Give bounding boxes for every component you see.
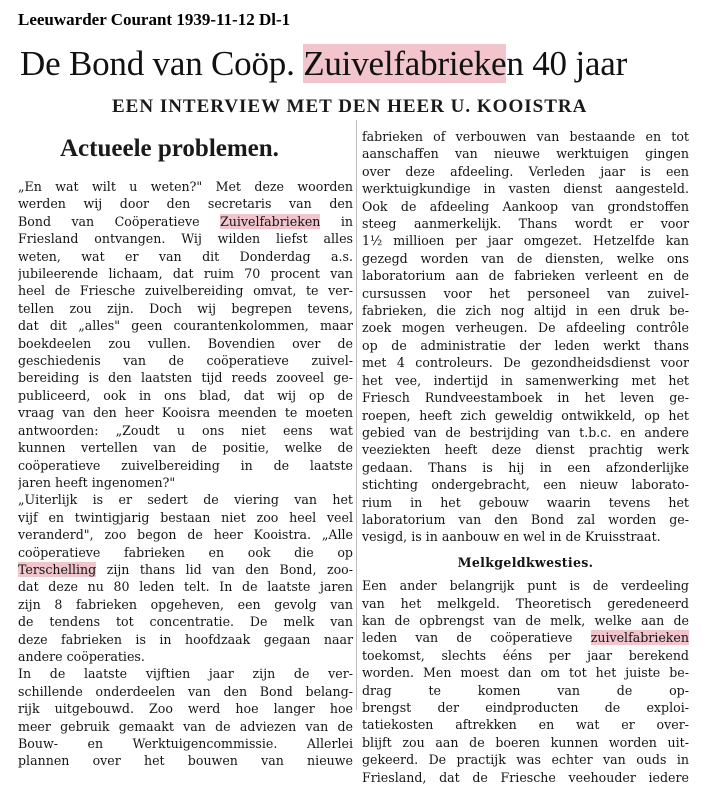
subheadline: EEN INTERVIEW MET DEN HEER U. KOOISTRA [112,96,588,117]
text-line-segment: plannen over het bouwen van nieuwe [18,753,353,769]
text-line-segment: Friesland, dat de Friesche veehouder iedere [362,769,689,785]
text-line [362,424,689,441]
text-line-segment: tatiekosten aftrekken en wat er over- [362,717,689,733]
text-line-segment: fabrieken, die zich nog altijd in een druk be- [362,303,689,319]
text-line [362,302,689,319]
text-line-segment: deze fabrieken is in hoofdzaak gegaan naar [18,631,353,647]
text-line-segment: over deze afdeeling. Verleden jaar is een [362,163,689,179]
text-line [18,561,353,578]
text-line [362,511,689,528]
text-line [362,528,689,545]
text-line-segment: In de laatste vijftien jaar zijn de ver- [18,666,353,682]
text-line-segment: veeziekten heeft deze dienst prachtig werk [362,442,689,458]
text-line-segment: meer gebruik gemaakt van de adviezen van de [18,718,353,734]
text-line [362,595,689,612]
text-line-segment: boekdeelen zou vullen. Bovendien over de [18,335,353,351]
text-line [18,613,353,630]
text-line-segment: bereiding is den laatsten tijd reeds zooveel ge- [18,370,353,386]
text-line-segment: fabrieken of verbouwen van bestaande en tot [362,129,689,144]
text-line-segment: laboratorium van den Bond zal worden ge- [362,511,689,527]
text-line-segment: aanschaffen van nieuwe werktuigen gingen [362,146,689,162]
text-line-segment: antwoorden: „Zoudt u ons niet eens wat [18,422,353,438]
text-line [362,577,689,594]
text-line [362,476,689,493]
text-line [362,612,689,629]
headline-highlight: Zuivelfabrieke [303,44,507,83]
text-line-segment: in [320,213,353,229]
text-line-segment: roepen, heeft zich geweldig ontwikkeld, op het [362,407,689,423]
text-line [18,665,353,682]
highlighted-term: zuivelfabrieken [590,630,689,646]
text-line [362,699,689,716]
text-line-segment: op de administratie der leden werkt thans [362,337,689,353]
text-line-segment: vijf en twintigjarig bestaan niet zoo heel veel [18,509,353,525]
text-line-segment: heel de Friesche zuivelbereiding omvat, te ver- [18,283,353,299]
text-line [18,265,353,282]
column-divider [356,120,357,710]
headline-text-after: n 40 jaar [506,44,628,83]
text-line-segment: coöperatieve fabrieken en ook die op [18,544,353,560]
text-line [18,300,353,317]
right-column-part-a [362,128,689,546]
text-line-segment: „Uiterlijk is er sedert de viering van het [18,492,353,508]
text-line-segment: steeg aanmerkelijk. Thans wordt er voor [362,216,689,232]
text-line [18,526,353,543]
text-line [362,751,689,768]
text-line-segment: zijn thans lid van den Bond, zoo- [96,561,353,577]
text-line [362,459,689,476]
section-title: Actueele problemen. [60,135,279,162]
text-line-segment: vesigd, is in aanbouw en wel in de Kruisstraat. [362,529,661,545]
text-line [362,664,689,681]
text-line-segment: werden wij door den secretaris van den [18,196,353,212]
text-line-segment: schillende onderdeelen van den Bond belang- [18,683,353,699]
text-line [362,629,689,646]
text-line [362,716,689,733]
text-line [362,647,689,664]
text-line [18,544,353,561]
text-line-segment: vraag van den heer Kooisra meenden te moeten [18,405,353,421]
text-line-segment: leden van de coöperatieve [362,630,591,646]
text-line-segment: werktuigkundige in vasten dienst aangesteld. [362,181,689,197]
text-line-segment: Friesch Rundveestamboek in het leven ge- [362,390,689,406]
text-line [362,180,689,197]
text-line-segment: kan de opbrengst van de melk, welke aan de [362,612,689,628]
text-line [362,267,689,284]
text-line [362,232,689,249]
text-line-segment: publiceerd, ook in ons blad, dat wij op de [18,387,353,403]
text-line [362,337,689,354]
text-line-segment: cursussen voor het personeel van zuivel- [362,285,689,301]
page-caption: Leeuwarder Courant 1939-11-12 Dl-1 [18,10,291,29]
text-line [362,128,689,145]
text-line-segment: kunnen vertellen van de positie, welke de [18,440,353,456]
text-line-segment: „En wat wilt u weten?" Met deze woorden [18,179,353,194]
text-line-segment: weten, wat er van dit Donderdag a.s. [18,248,353,264]
text-line [18,474,353,491]
text-line-segment: zijn 8 fabrieken opgeheven, een gevolg van [18,596,353,612]
text-line [18,335,353,352]
text-line [362,145,689,162]
headline-text-before: De Bond van Coöp. [20,44,304,83]
text-line [362,285,689,302]
text-line [18,457,353,474]
text-line [18,178,353,195]
text-line [362,354,689,371]
text-line [18,352,353,369]
right-article-column [362,128,689,786]
text-line [18,230,353,247]
text-line-segment: rijk uitgebouwd. Zoo werd hoe langer hoe [18,701,353,717]
text-line [362,769,689,786]
text-line-segment: Bond van Coöperatieve [18,213,220,229]
text-line-segment: coöperatieve zuivelbereiding in de laatste [18,457,353,473]
text-line-segment: 1½ millioen per jaar omgezet. Hetzelfde kan [362,233,689,249]
text-line [18,387,353,404]
text-line [18,422,353,439]
section-subtitle: Melkgeldkwesties. [457,554,594,570]
text-line-segment: blijft zou aan de boeren kunnen worden uit- [362,734,689,750]
text-line-segment: Friesland ontvangen. Wij wilden liefst alles [18,231,353,247]
text-line-segment: drag te komen van de op- [362,682,689,698]
text-line [362,441,689,458]
text-line-segment: dat dit „alles" geen courantenkolommen, maar [18,318,353,334]
text-line [18,195,353,212]
text-line [18,648,353,665]
text-line-segment: van het melkgeld. Theoretisch geredeneerd [362,595,689,611]
text-line-segment: jaren heeft ingenomen?" [18,474,176,490]
text-line [362,319,689,336]
text-line-segment: worden. Men moest dan om tot het juiste be- [362,665,689,681]
text-line [18,248,353,265]
text-line-segment: tellen zou zijn. Doch wij begrepen tevens, [18,300,353,316]
left-article-column [18,178,353,770]
text-line-segment: andere coöperaties. [18,648,145,664]
text-line-segment: dat deze nu 80 leden telt. In de laatste jaren [18,579,353,595]
text-line-segment: veranderd", zoo begon de heer Kooistra. „Alle [18,527,353,543]
text-line-segment: zoek mogen verheugen. De afdeeling contrôle [362,320,689,336]
text-line [362,372,689,389]
text-line [18,213,353,230]
text-line [18,509,353,526]
headline [20,44,690,84]
text-line [362,163,689,180]
text-line [18,369,353,386]
text-line-segment: laboratorium aan de fabrieken verleent en de [362,268,689,284]
text-line [362,682,689,699]
text-line-segment: het vee, indertijd in samenwerking met het [362,372,689,388]
text-line-segment: Ook de afdeeling Aankoop van grondstoffen [362,198,689,214]
text-line [18,631,353,648]
text-line-segment: brengst der eindproducten de exploi- [362,700,689,715]
text-line-segment: met 4 controleurs. De gezondheidsdienst voor [362,355,689,371]
text-line [18,700,353,717]
text-line-segment: gedaan. Thans is hij in een afzonderlijke [362,459,689,475]
text-line [18,404,353,421]
highlighted-term: Zuivelfabrieken [219,213,321,229]
highlighted-term: Terschelling [18,561,97,577]
text-line-segment: rium in het gebouw waarin tevens het [362,494,689,510]
text-line-segment: gebied van de bestrijding van t.b.c. en andere [362,424,689,440]
text-line [362,250,689,267]
text-line [18,439,353,456]
text-line-segment: stichting ondergebracht, een nieuw laborato- [362,477,689,493]
text-line-segment: jubileerende lichaam, dat ruim 70 procent van [18,266,353,282]
text-line [362,389,689,406]
text-line-segment: Bouw- en Werktuigencommissie. Allerlei [18,736,353,751]
text-line [362,734,689,751]
text-line-segment: gekeerd. De practijk was echter van ouds in [362,752,689,768]
text-line [18,317,353,334]
text-line [18,578,353,595]
text-line [18,735,353,752]
text-line [362,215,689,232]
text-line [18,491,353,508]
right-column-part-b [362,577,689,786]
text-line [362,407,689,424]
text-line-segment: Een ander belangrijk punt is de verdeeling [362,578,689,594]
text-line-segment: geschiedenis van de coöperatieve zuivel- [18,353,353,369]
text-line-segment: gezegd worden van de diensten, welke ons [362,250,689,266]
text-line [18,718,353,735]
text-line-segment: de tendens tot concentratie. De melk van [18,614,353,630]
text-line [18,596,353,613]
text-line [362,494,689,511]
text-line [362,198,689,215]
text-line [18,282,353,299]
text-line-segment: toekomst, slechts ééns per jaar berekend [362,647,689,663]
text-line [18,683,353,700]
text-line [18,752,353,769]
